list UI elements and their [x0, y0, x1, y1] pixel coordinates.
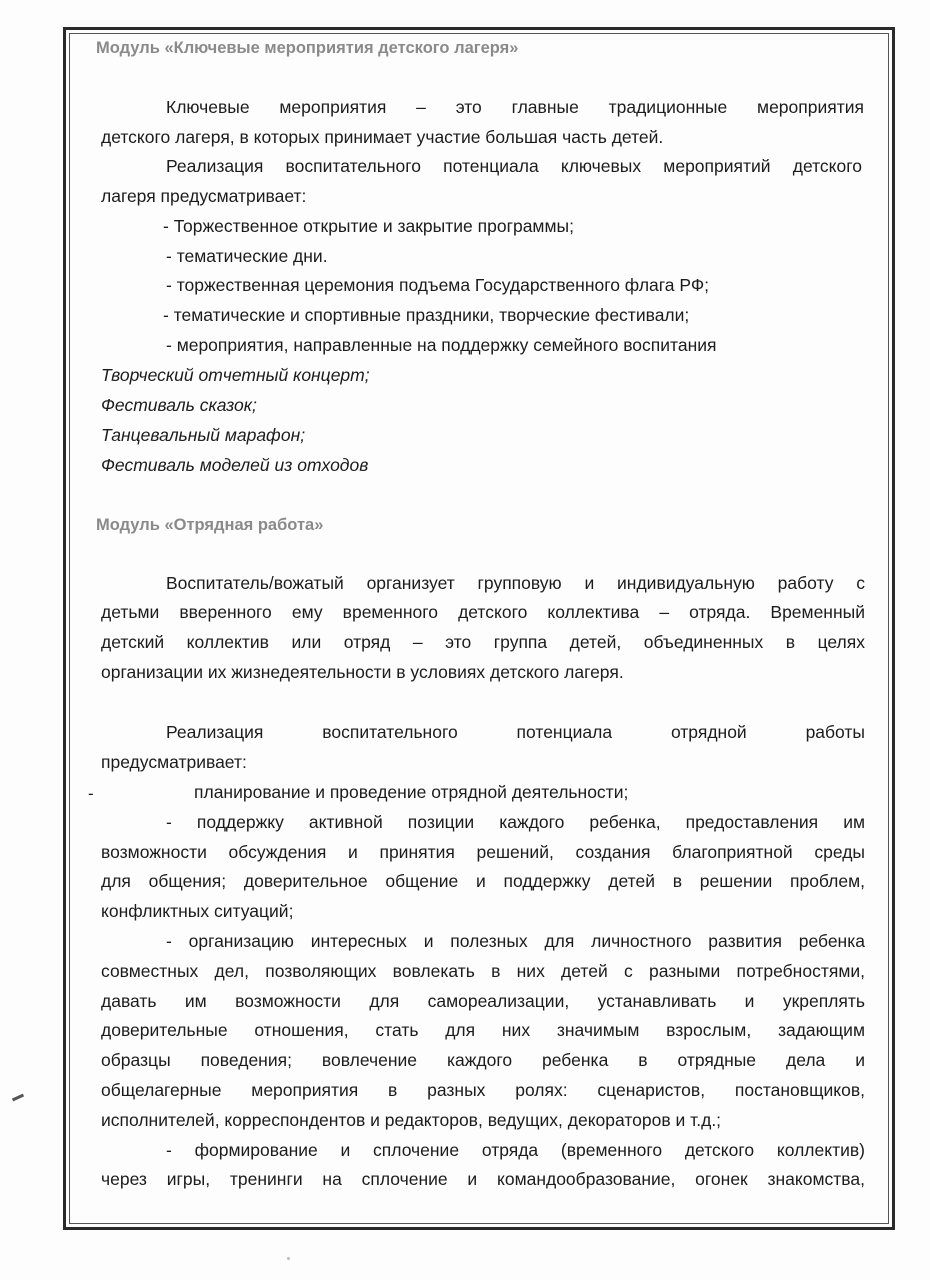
module1-event: Танцевальный марафон;	[101, 425, 306, 445]
module1-list-item: - тематические и спортивные праздники, творческие фестивали;	[163, 305, 690, 325]
module1-list-item: - Торжественное открытие и закрытие программы;	[163, 216, 574, 236]
module2-item3-line: доверительные отношения, стать для них значимым взрослым, задающим	[101, 1020, 865, 1040]
module1-para1-line1: Ключевые мероприятия – это главные традиционные мероприятия	[166, 97, 864, 117]
module2-item3-line: исполнителей, корреспондентов и редакторов, ведущих, декораторов и т.д.;	[101, 1110, 722, 1130]
module2-para1-line: организации их жизнедеятельности в условиях детского лагеря.	[101, 662, 624, 682]
module1-event: Фестиваль сказок;	[101, 395, 257, 415]
module1-list-item: - торжественная церемония подъема Государственного флага РФ;	[166, 275, 710, 295]
module2-para1-line: Воспитатель/вожатый организует групповую и индивидуальную работу с	[166, 573, 865, 593]
module1-list-item: - тематические дни.	[166, 246, 328, 266]
module1-heading: Модуль «Ключевые мероприятия детского лагеря»	[96, 39, 519, 57]
module2-para1-line: детский коллектив или отряд – это группа детей, объединенных в целях	[101, 632, 865, 652]
module1-event: Фестиваль моделей из отходов	[101, 455, 369, 475]
module1-list-item: - мероприятия, направленные на поддержку семейного воспитания	[166, 335, 717, 355]
module2-para2-line1: Реализация воспитательного потенциала отрядной работы	[166, 722, 865, 742]
module2-item2-line: - поддержку активной позиции каждого ребенка, предоставления им	[166, 812, 865, 832]
module2-item3-line: совместных дел, позволяющих вовлекать в них детей с разными потребностями,	[101, 961, 865, 981]
module1-para2-line2: лагеря предусматривает:	[101, 186, 307, 206]
module2-item4-line: - формирование и сплочение отряда (временного детского коллектив)	[166, 1140, 865, 1160]
module1-para1-line2: детского лагеря, в которых принимает участие большая часть детей.	[101, 127, 664, 147]
scan-speck	[287, 1257, 290, 1260]
module2-item1: планирование и проведение отрядной деятельности;	[194, 782, 629, 802]
scan-mark	[12, 1094, 24, 1102]
module2-item2-line: конфликтных ситуаций;	[101, 901, 294, 921]
module1-para2-line1: Реализация воспитательного потенциала ключевых мероприятий детского	[166, 156, 862, 176]
module2-item2-line: для общения; доверительное общение и поддержку детей в решении проблем,	[101, 871, 865, 891]
module2-item4-line: через игры, тренинги на сплочение и командообразование, огонек знакомства,	[101, 1169, 865, 1189]
module2-item3-line: общелагерные мероприятия в разных ролях: сценаристов, постановщиков,	[101, 1080, 865, 1100]
module2-item2-line: возможности обсуждения и принятия решений, создания благоприятной среды	[101, 842, 865, 862]
module2-item3-line: - организацию интересных и полезных для личностного развития ребенка	[166, 931, 865, 951]
module2-para2-line2: предусматривает:	[101, 752, 247, 772]
page-border-inner	[69, 33, 889, 1224]
module2-heading: Модуль «Отрядная работа»	[96, 516, 324, 534]
stray-dash: -	[88, 784, 94, 803]
module2-item3-line: образцы поведения; вовлечение каждого ребенка в отрядные дела и	[101, 1050, 865, 1070]
module2-para1-line: детьми вверенного ему временного детского коллектива – отряда. Временный	[101, 602, 865, 622]
module1-event: Творческий отчетный концерт;	[101, 365, 370, 385]
module2-item3-line: давать им возможности для самореализации, устанавливать и укреплять	[101, 991, 865, 1011]
